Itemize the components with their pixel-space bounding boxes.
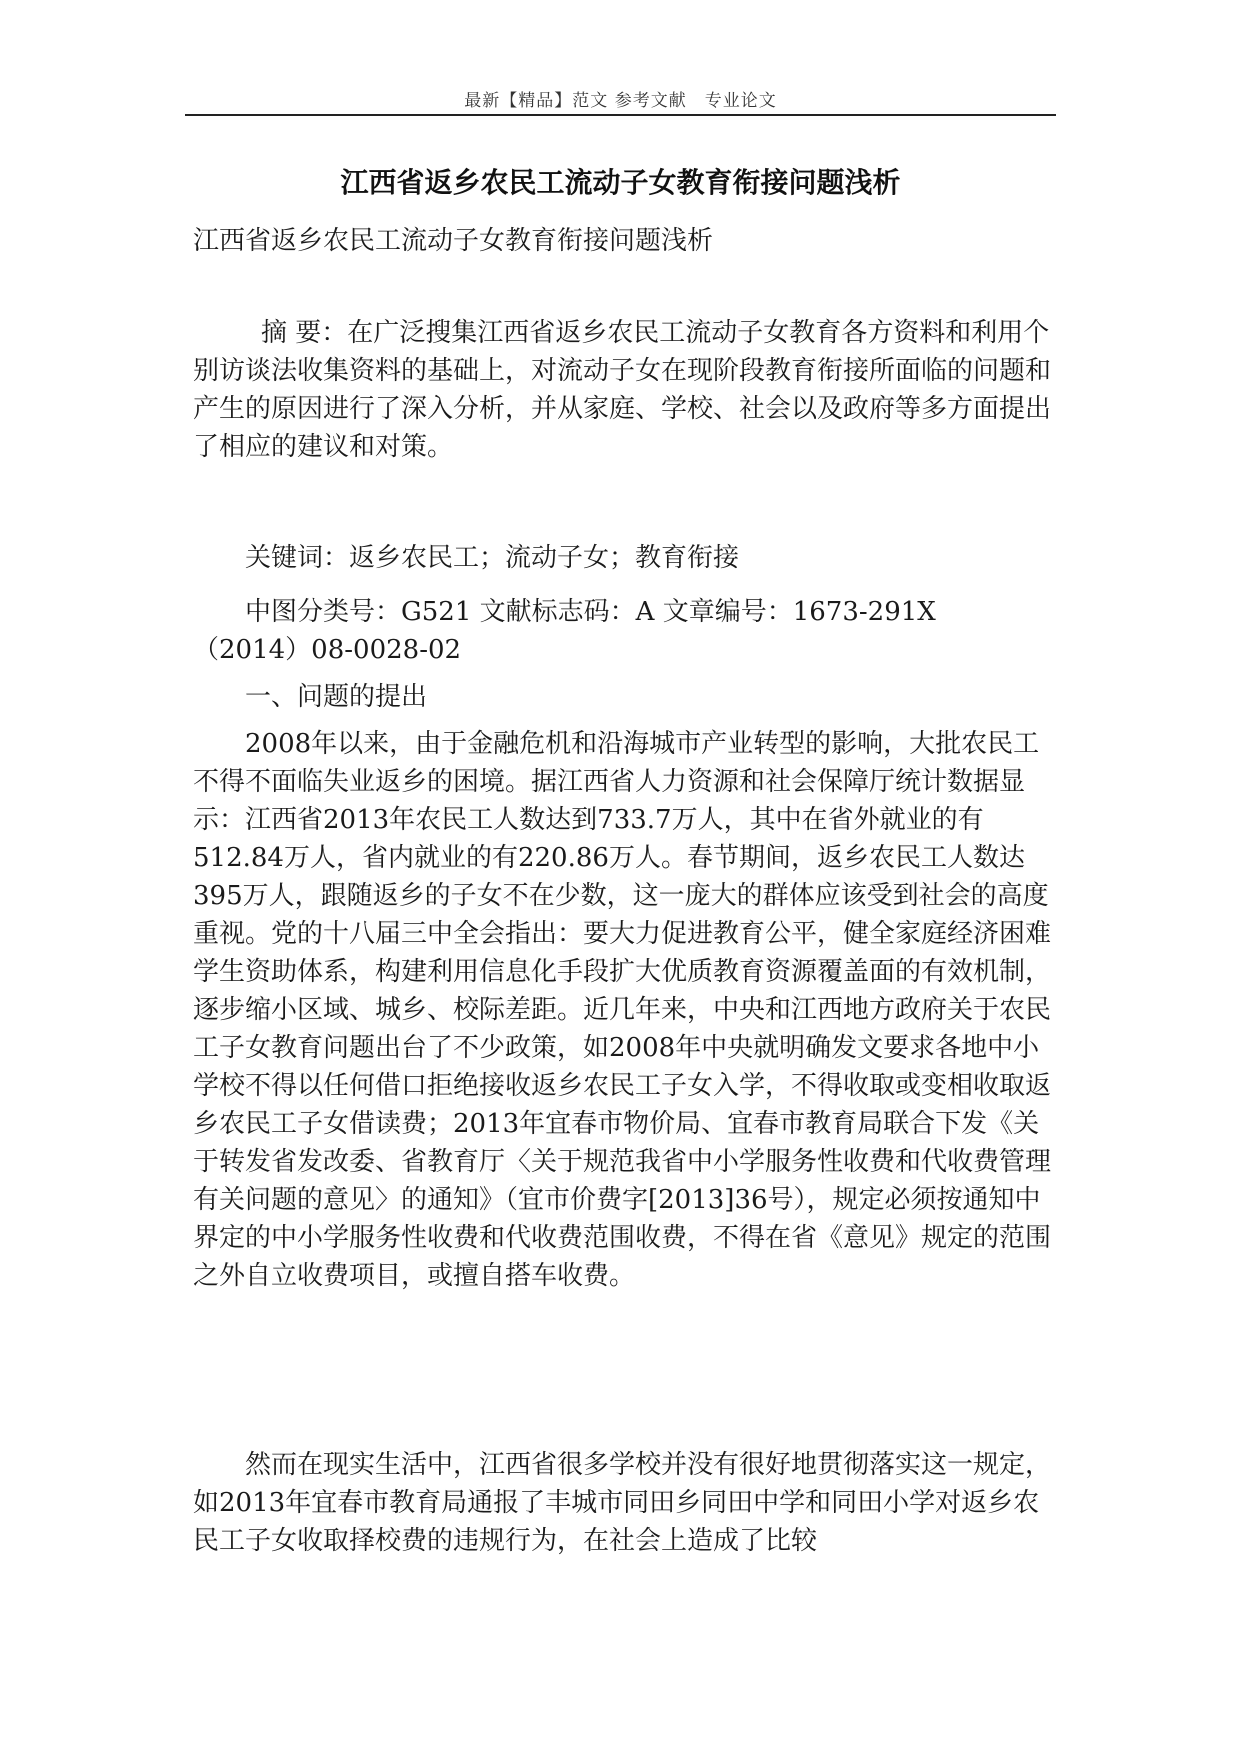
keywords-line: 关键词：返乡农民工；流动子女；教育衔接 (245, 543, 740, 573)
classification-continuation: （2014）08-0028-02 (193, 635, 462, 665)
document-subtitle: 江西省返乡农民工流动子女教育衔接问题浅析 (193, 226, 714, 256)
document-title: 江西省返乡农民工流动子女教育衔接问题浅析 (340, 166, 901, 199)
running-header: 最新【精品】范文 参考文献 专业论文 (464, 91, 777, 111)
section-heading: 一、问题的提出 (245, 682, 428, 712)
body-paragraph: 然而在现实生活中，江西省很多学校并没有很好地贯彻落实这一规定，如2013年宜春市教育局通报了丰城市同田乡同田中学和同田小学对返乡农民工子女收取择校费的违规行为，在社会上造成了比较 (193, 1450, 1052, 1556)
header-rule (185, 114, 1056, 116)
abstract-paragraph: 摘 要：在广泛搜集江西省返乡农民工流动子女教育各方资料和利用个别访谈法收集资料的基础上，对流动子女在现阶段教育衔接所面临的问题和产生的原因进行了深入分析，并从家庭、学校、社会以及政府等多方面提出了相应的建议和对策。 (193, 318, 1052, 462)
classification-line: 中图分类号：G521 文献标志码：A 文章编号：1673-291X (245, 597, 936, 627)
body-paragraph: 2008年以来，由于金融危机和沿海城市产业转型的影响，大批农民工不得不面临失业返乡的困境。据江西省人力资源和社会保障厅统计数据显示：江西省2013年农民工人数达到733.7万人，其中在省外就业的有512.84万人，省内就业的有220.86万人。春节期间，返乡农民工人数达395万人，跟随返乡的子女不在少数，这一庞大的群体应该受到社会的高度重视。党的十八届三中全会指出：要大力促进教育公平，健全家庭经济困难学生资助体系，构建利用信息化手段扩大优质教育资源覆盖面的有效机制，逐步缩小区域、城乡、校际差距。近几年来，中央和江西地方政府关于农民工子女教育问题出台了不少政策，如2008年中央就明确发文要求各地中小学校不得以任何借口拒绝接收返乡农民工子女入学，不得收取或变相收取返乡农民工子女借读费；2013年宜春市物价局、宜春市教育局联合下发《关于转发省发改委、省教育厅〈关于规范我省中小学服务性收费和代收费管理有关问题的意见〉的通知》（宜市价费字[2013]36号），规定必须按通知中界定的中小学服务性收费和代收费范围收费，不得在省《意见》规定的范围之外自立收费项目，或擅自搭车收费。 (193, 729, 1052, 1291)
